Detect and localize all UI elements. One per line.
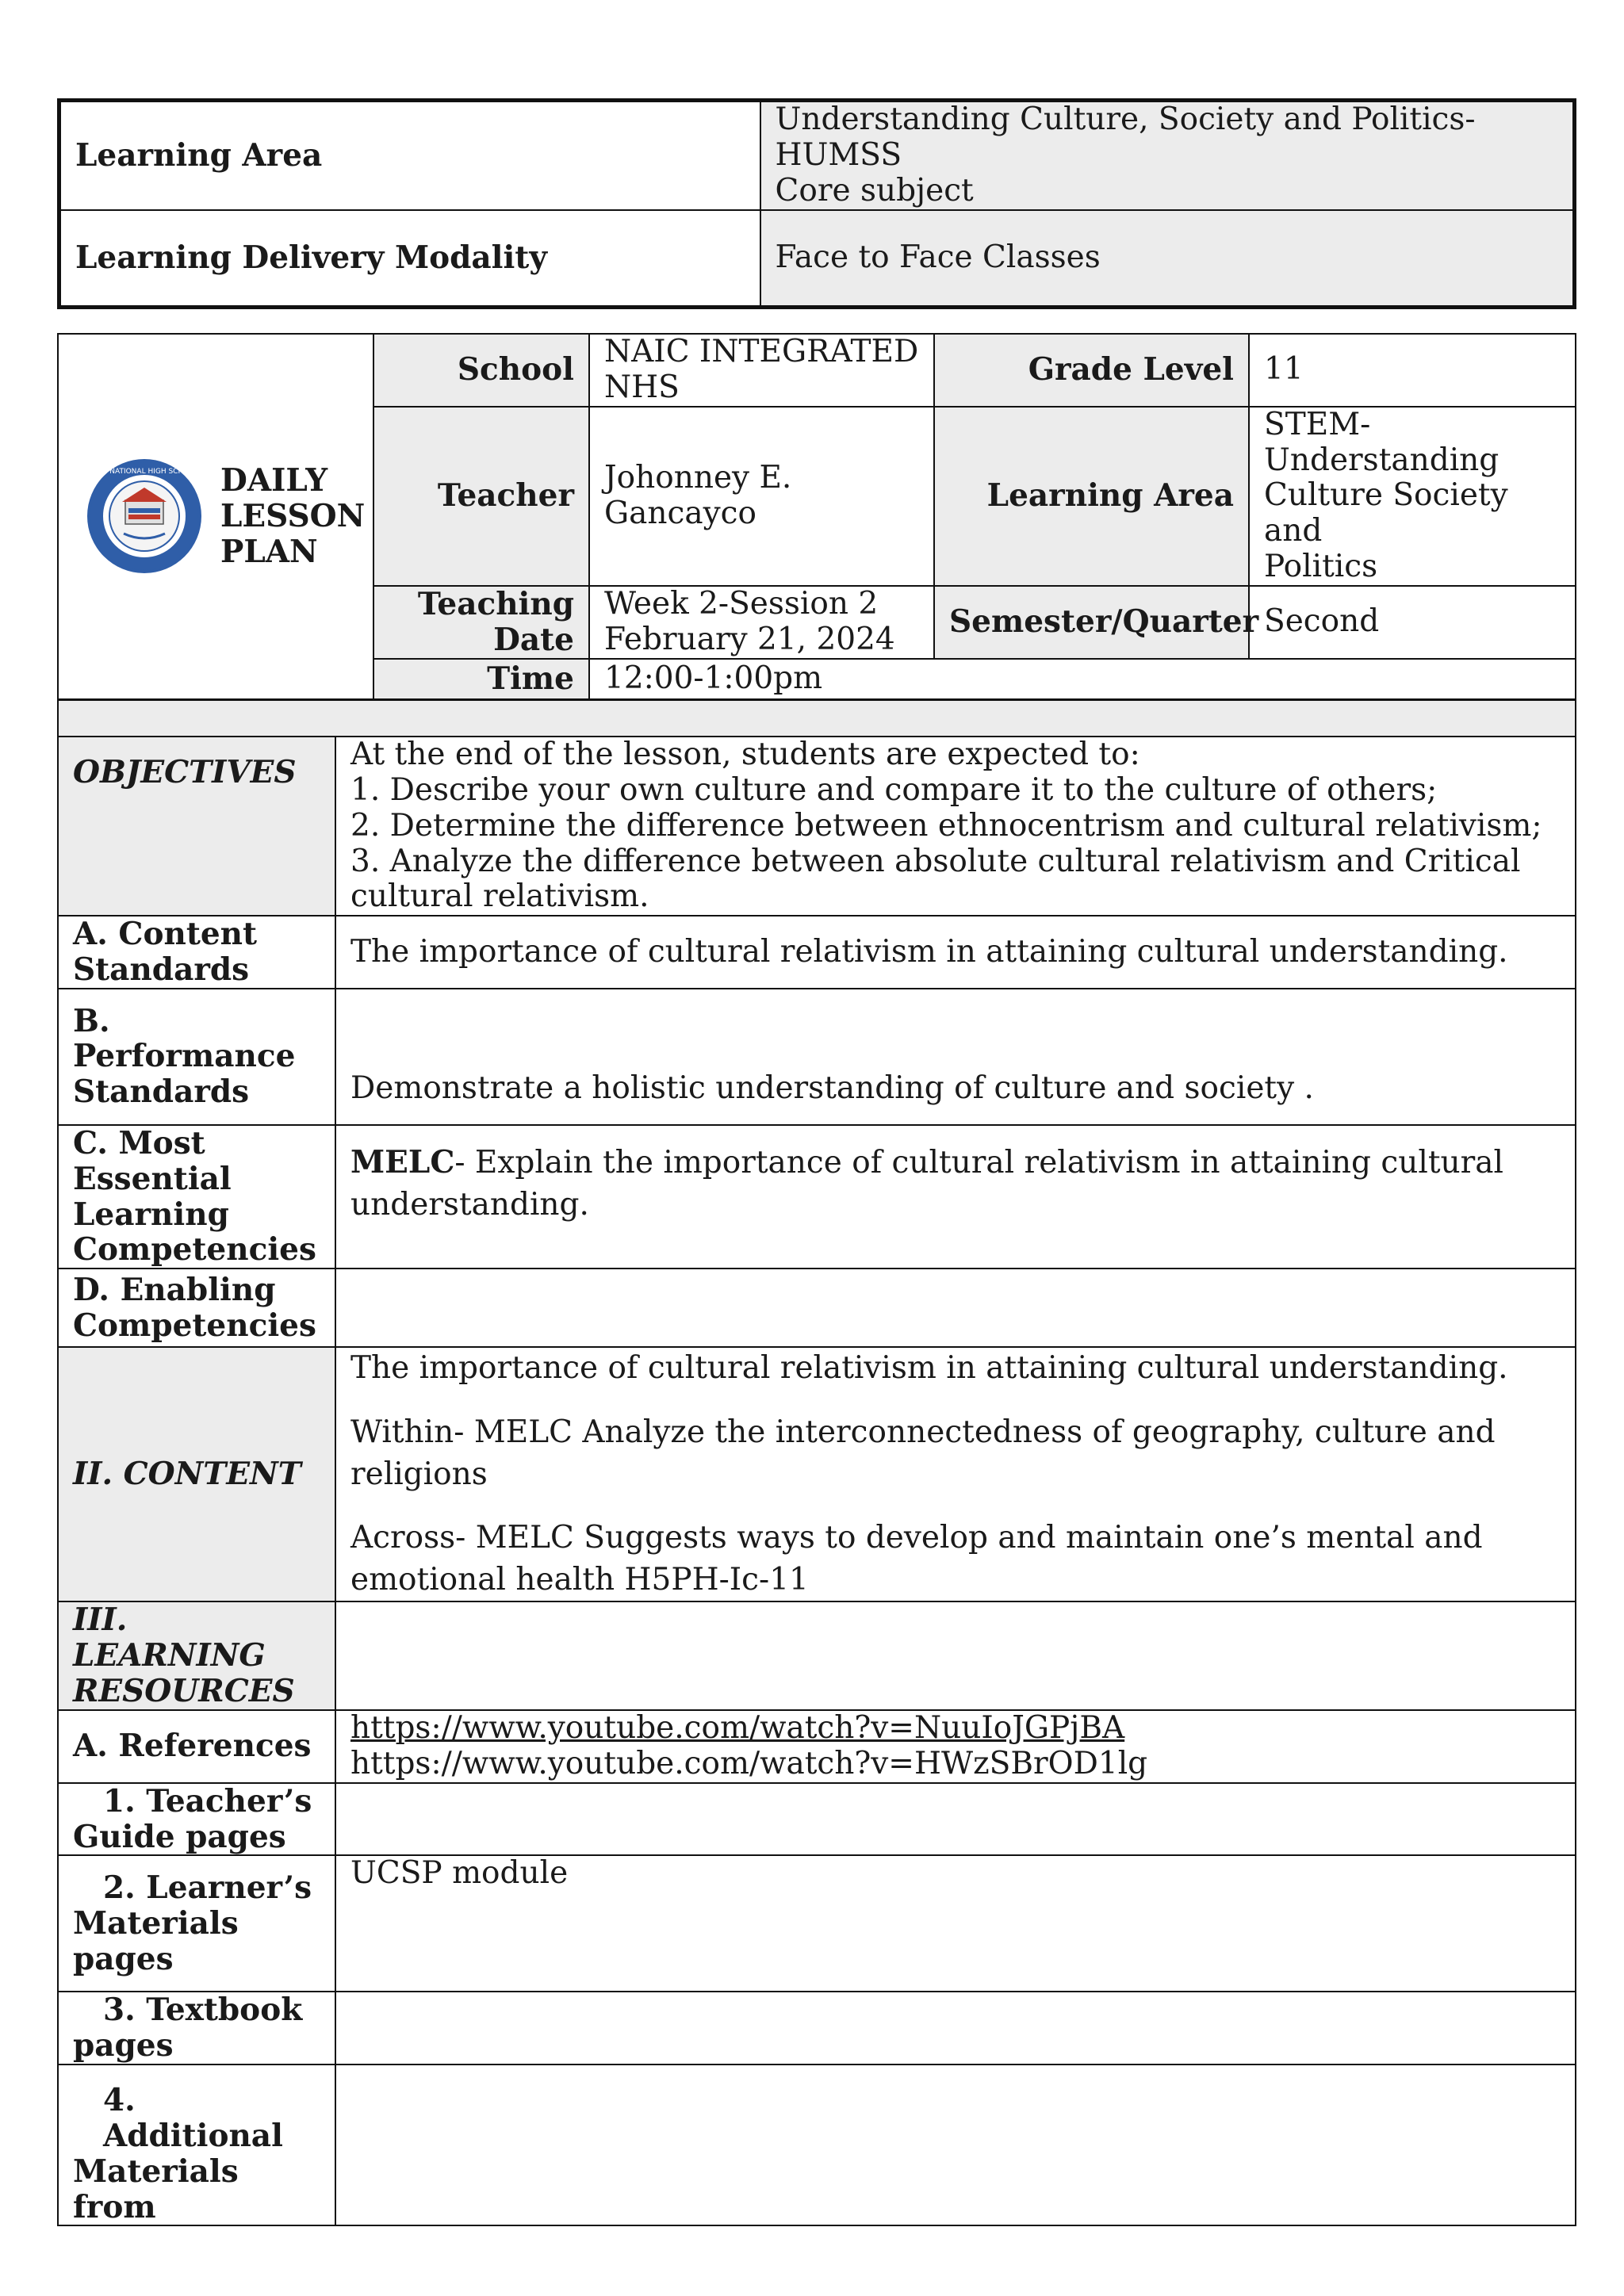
- delivery-modality-value: Face to Face Classes: [760, 210, 1575, 308]
- learning-area-label-2: Learning Area: [934, 407, 1249, 586]
- lesson-info-table: [57, 333, 1576, 700]
- objectives-label: OBJECTIVES: [58, 737, 335, 916]
- enabling-competencies-value: [335, 1269, 1576, 1347]
- semester-value: Second: [1249, 586, 1576, 659]
- additional-materials-label: 4. Additional Materials from: [58, 2064, 335, 2225]
- textbook-pages-value: [335, 1992, 1576, 2064]
- textbook-pages-label: 3. Textbook pages: [58, 1992, 335, 2064]
- learning-area-table: [57, 98, 1576, 309]
- learning-resources-value: [335, 1601, 1576, 1710]
- reference-link-2[interactable]: https://www.youtube.com/watch?v=HWzSBrOD1lg: [350, 1745, 1148, 1781]
- school-value: NAIC INTEGRATED NHS: [589, 334, 934, 407]
- school-label: School: [373, 334, 589, 407]
- references-value: [335, 1710, 1576, 1783]
- lesson-plan-table: [57, 699, 1576, 2226]
- learning-area-label: Learning Area: [59, 101, 760, 210]
- blank-header-row: [58, 700, 1576, 737]
- content-label: II. CONTENT: [58, 1347, 335, 1601]
- school-logo-cell: [58, 334, 373, 699]
- grade-level-value: 11: [1249, 334, 1576, 407]
- learning-area-value: Understanding Culture, Society and Politics- HUMSS Core subject: [760, 101, 1575, 210]
- objectives-value: At the end of the lesson, students are expected to: 1. Describe your own culture and compare it to the culture of others; 2. Determine the difference between ethnocentrism and cultural relativism; 3. Analyze the difference between absolute cultural relativism and Critical cultural relativism.: [335, 737, 1576, 916]
- learning-area-value-2: STEM- Understanding Culture Society and Politics: [1249, 407, 1576, 586]
- performance-standards-value: Demonstrate a holistic understanding of culture and society .: [335, 989, 1576, 1125]
- time-label: Time: [373, 659, 589, 699]
- learners-materials-label: 2. Learner’s Materials pages: [58, 1855, 335, 1992]
- daily-lesson-plan-title: DAILY LESSON PLAN: [220, 462, 366, 570]
- teaching-date-value: Week 2-Session 2 February 21, 2024: [589, 586, 934, 659]
- seal-text: NAIC NATIONAL HIGH SCHOOL: [90, 468, 199, 476]
- school-seal-icon: [84, 456, 205, 576]
- teacher-label: Teacher: [373, 407, 589, 586]
- melc-label: C. Most Essential Learning Competencies: [58, 1125, 335, 1269]
- content-standards-label: A. Content Standards: [58, 916, 335, 989]
- reference-link-1[interactable]: https://www.youtube.com/watch?v=NuuIoJGPjBA: [350, 1710, 1125, 1747]
- content-value: The importance of cultural relativism in attaining cultural understanding. Within- MELC Analyze the interconnectedness of geography, culture and religions Across- MELC Suggests ways to develop and maintain one’s mental and emotional health H5PH-Ic-11: [335, 1347, 1576, 1601]
- semester-label: Semester/Quarter: [934, 586, 1249, 659]
- teacher-value: Johonney E. Gancayco: [589, 407, 934, 586]
- melc-value: MELC- Explain the importance of cultural relativism in attaining cultural understanding.: [335, 1125, 1576, 1269]
- teachers-guide-label: 1. Teacher’s Guide pages: [58, 1783, 335, 1856]
- enabling-competencies-label: D. Enabling Competencies: [58, 1269, 335, 1347]
- learners-materials-value: UCSP module: [335, 1855, 1576, 1992]
- references-label: A. References: [58, 1710, 335, 1783]
- learning-resources-label: III. LEARNING RESOURCES: [58, 1601, 335, 1710]
- performance-standards-label: B. Performance Standards: [58, 989, 335, 1125]
- content-standards-value: The importance of cultural relativism in attaining cultural understanding.: [335, 916, 1576, 989]
- time-value: 12:00-1:00pm: [589, 659, 1576, 699]
- delivery-modality-label: Learning Delivery Modality: [59, 210, 760, 308]
- additional-materials-value: [335, 2064, 1576, 2225]
- grade-level-label: Grade Level: [934, 334, 1249, 407]
- teaching-date-label: Teaching Date: [373, 586, 589, 659]
- teachers-guide-value: [335, 1783, 1576, 1856]
